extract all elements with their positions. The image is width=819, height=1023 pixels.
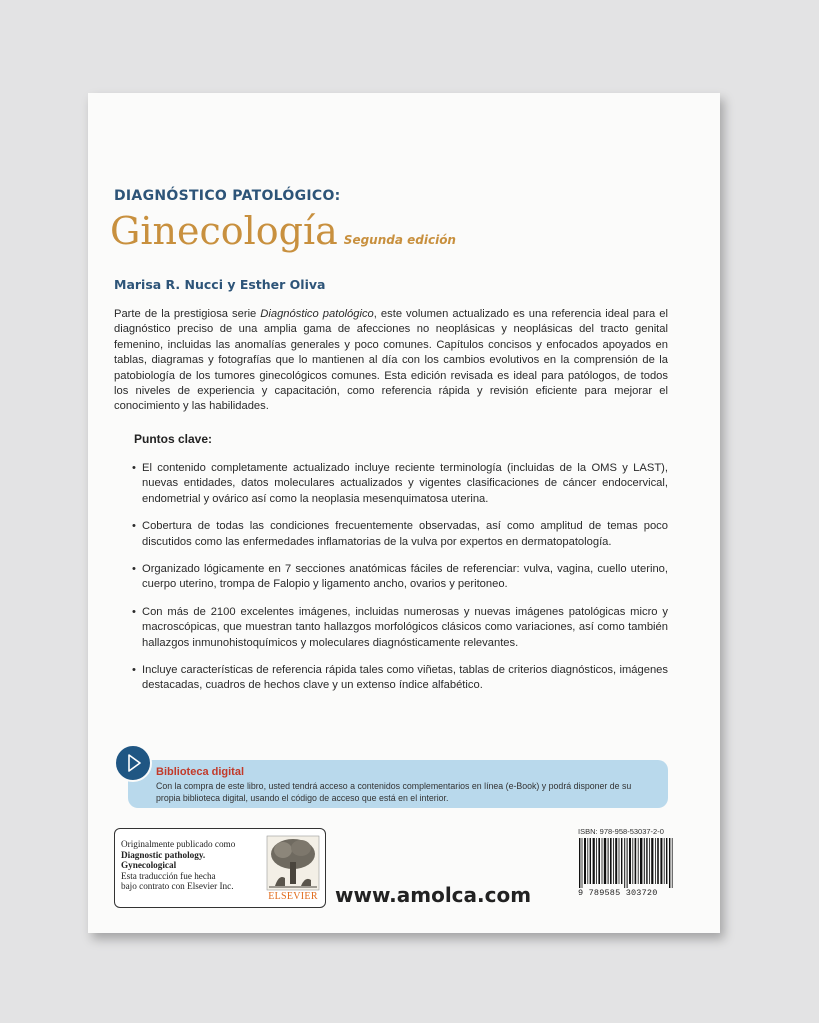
description-before: Parte de la prestigiosa serie [114,308,261,320]
title-row [110,209,456,253]
orig-line-2: Diagnostic pathology. [121,849,206,860]
key-point: • El contenido completamente actualizado incluye reciente terminología (incluidas de la OMS y LAST), nuevas entidades, datos moleculares actualizados y vigentes clasificaciones de cáncer endocervical, endometrial y ovárico así como la neoplasia mesenquimatosa uterina. [132,461,668,507]
original-publication-box [114,828,326,908]
original-publication-text [121,839,263,892]
digital-library-title: Biblioteca digital [156,766,245,778]
isbn-label: ISBN: 978-958-53037-2-0 [578,827,664,836]
orig-line-1: Originalmente publicado como [121,839,236,849]
elsevier-wordmark: ELSEVIER [268,891,318,902]
orig-line-4: Esta traducción fue hecha [121,870,216,881]
key-point: • Con más de 2100 excelentes imágenes, incluidas numerosas y nuevas imágenes patológicas micro y macroscópicas, que muestran tanto hallazgos morfológicos clásicos como variaciones, así como también hallazgos inmunohistoquímicos y moleculares diagnósticamente relevantes. [132,605,668,651]
website-url: www.amolca.com [335,883,532,907]
series-title: DIAGNÓSTICO PATOLÓGICO: [114,188,341,204]
key-points-list [132,461,668,706]
play-icon [114,744,152,782]
orig-line-5: bajo contrato con Elsevier Inc. [121,881,234,892]
description-series-name: Diagnóstico patológico [260,308,374,320]
digital-library-text: Con la compra de este libro, usted tendrá acceso a contenidos complementarios en línea (e-Book) y podrá disponer de su propia biblioteca digital, usando el código de acceso que está en el interior. [156,781,632,803]
orig-line-3: Gynecological [121,860,177,871]
description-after: , este volumen actualizado es una referencia ideal para el diagnóstico preciso de una amplia gama de afecciones no neoplásicas y neoplásicas del tracto genital femenino, incluidas las anomalías generales y poco comunes. Capítulos concisos y enfocados apoyados en tablas, diagramas y fotografías que lo mantienen al día con los cambios evolutivos en la comprensión de la patobiología de los tumores ginecológicos comunes. Esta edición revisada es ideal para patólogos, de todos los niveles de experiencia y capacitación, como referencia rápida y revisión eficiente para mejorar el conocimiento y las habilidades. [114,308,668,413]
barcode [578,838,676,888]
back-cover [88,93,720,933]
key-points-title: Puntos clave: [134,432,213,446]
authors: Marisa R. Nucci y Esther Oliva [114,277,326,292]
description [114,307,668,415]
key-point: • Incluye características de referencia rápida tales como viñetas, tablas de criterios diagnósticos, imágenes destacadas, cuadros de hechos clave y un extenso índice alfabético. [132,663,668,694]
edition-label: Segunda edición [343,233,456,247]
book-title: Ginecología [110,209,338,253]
barcode-digits: 9 789585 303720 [578,888,658,898]
key-point: • Organizado lógicamente en 7 secciones anatómicas fáciles de referenciar: vulva, vagina, cuello uterino, cuerpo uterino, trompa de Falopio y ligamento ancho, ovarios y peritoneo. [132,562,668,593]
key-point: • Cobertura de todas las condiciones frecuentemente observadas, así como amplitud de temas poco discutidos como las enfermedades inflamatorias de la vulva por expertos en dermatopatología. [132,519,668,550]
